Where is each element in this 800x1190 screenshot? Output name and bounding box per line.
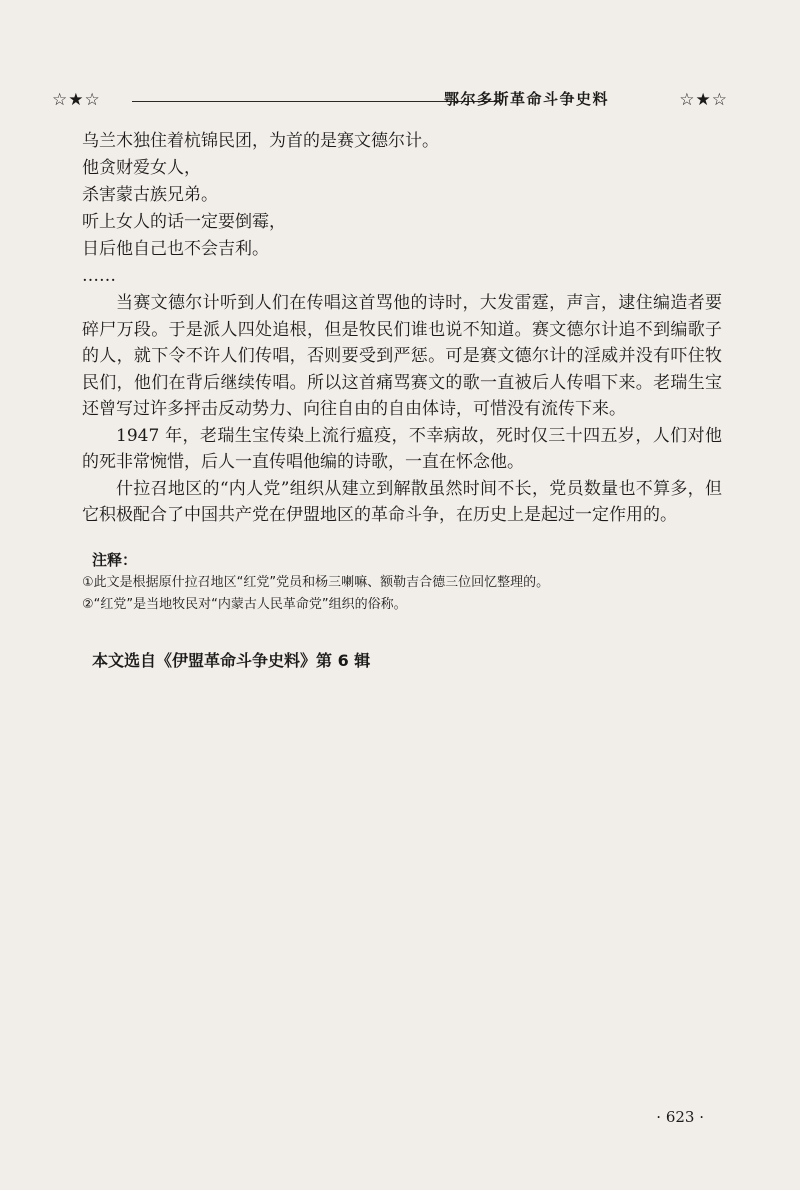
poem-line: 他贪财爱女人， bbox=[82, 158, 201, 178]
page-number: · 623 · bbox=[656, 1108, 704, 1126]
poem-line: 日后他自己也不会吉利。 bbox=[82, 239, 269, 259]
paragraph: 1947 年，老瑞生宝传染上流行瘟疫，不幸病故，死时仅三十四五岁，人们对他的死非常惋惜，后人一直传唱他编的诗歌，一直在怀念他。 bbox=[82, 425, 722, 472]
running-header-title: 鄂尔多斯革命斗争史料 bbox=[444, 90, 610, 108]
paragraph: 什拉召地区的“内人党”组织从建立到解散虽然时间不长，党员数量也不算多，但它积极配合了中国共产党在伊盟地区的革命斗争，在历史上是起过一定作用的。 bbox=[82, 478, 722, 525]
poem-line: 杀害蒙古族兄弟。 bbox=[82, 185, 218, 205]
star-ornament-right-icon: ☆★☆ bbox=[679, 90, 728, 110]
poem bbox=[82, 128, 722, 290]
poem-ellipsis: …… bbox=[82, 266, 116, 286]
footnote: ①此文是根据原什拉召地区“红党”党员和杨三喇嘛、额勒吉合德三位回忆整理的。 bbox=[82, 575, 550, 590]
paragraph: 当赛文德尔计听到人们在传唱这首骂他的诗时，大发雷霆，声言，逮住编造者要碎尸万段。于是派人四处追根，但是牧民们谁也说不知道。赛文德尔计追不到编歌子的人，就下令不许人们传唱，否则要受到严惩。可是赛文德尔计的淫威并没有吓住牧民们，他们在背后继续传唱。所以这首痛骂赛文的歌一直被后人传唱下来。老瑞生宝还曾写过许多抨击反动势力、向往自由的自由体诗，可惜没有流传下来。 bbox=[82, 293, 722, 419]
footnote: ②“红党”是当地牧民对“内蒙古人民革命党”组织的俗称。 bbox=[82, 597, 407, 612]
poem-line: 听上女人的话一定要倒霉， bbox=[82, 212, 286, 232]
notes-heading: 注释： bbox=[92, 551, 138, 569]
running-header bbox=[52, 86, 728, 116]
footnotes bbox=[82, 548, 722, 616]
main-text bbox=[82, 128, 722, 529]
star-ornament-left-icon: ☆★☆ bbox=[52, 90, 101, 110]
source-citation: 本文选自《伊盟革命斗争史料》第 6 辑 bbox=[92, 651, 371, 670]
poem-line: 乌兰木独住着杭锦民团，为首的是赛文德尔计。 bbox=[82, 131, 439, 151]
